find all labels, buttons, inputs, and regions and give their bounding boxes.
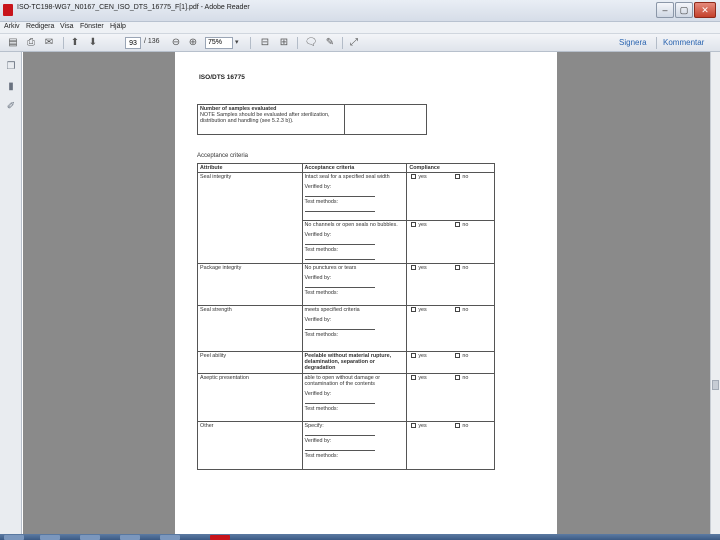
signature-line xyxy=(305,281,375,288)
row-criteria xyxy=(302,173,407,221)
navigation-pane xyxy=(0,52,22,534)
table-row xyxy=(198,173,495,221)
verified-label: Verified by: xyxy=(304,275,332,281)
compliance-no[interactable]: no xyxy=(455,265,468,271)
fit-page-icon[interactable]: ⊟ xyxy=(260,37,270,48)
signature-line xyxy=(305,397,375,404)
checkbox[interactable] xyxy=(411,353,416,358)
signature-line xyxy=(305,205,375,212)
row-attribute: Aseptic presentation xyxy=(198,374,303,422)
checkbox[interactable] xyxy=(455,375,460,380)
criteria-text: meets specified criteria xyxy=(304,307,360,313)
row-attribute: Other xyxy=(198,422,303,470)
page-number-input[interactable] xyxy=(125,37,141,49)
row-compliance xyxy=(407,422,495,470)
compliance-no[interactable]: no xyxy=(455,375,468,381)
compliance-yes[interactable]: yes xyxy=(411,423,426,429)
test-methods-label: Test methods: xyxy=(304,453,339,459)
document-area[interactable] xyxy=(23,52,710,534)
taskbar-item[interactable] xyxy=(160,535,180,540)
signature-line xyxy=(305,429,375,436)
verified-label: Verified by: xyxy=(304,438,332,444)
compliance-no[interactable]: no xyxy=(455,174,468,180)
criteria-text: Specify: xyxy=(304,423,324,429)
toolbar xyxy=(0,34,720,52)
column-header-compliance: Compliance xyxy=(407,164,495,173)
compliance-yes[interactable]: yes xyxy=(411,265,426,271)
row-criteria xyxy=(302,221,407,264)
signature-line xyxy=(305,444,375,451)
compliance-no[interactable]: no xyxy=(455,423,468,429)
highlight-icon[interactable]: ✎ xyxy=(325,37,335,48)
bookmarks-icon[interactable]: ▮ xyxy=(8,81,14,92)
checkbox[interactable] xyxy=(411,307,416,312)
verified-label: Verified by: xyxy=(304,391,332,397)
checkbox[interactable] xyxy=(455,307,460,312)
signature-line xyxy=(305,253,375,260)
compliance-no[interactable]: no xyxy=(455,353,468,359)
checkbox[interactable] xyxy=(411,174,416,179)
close-button[interactable]: ✕ xyxy=(694,2,716,18)
chevron-down-icon[interactable]: ▾ xyxy=(235,39,239,46)
samples-value-cell xyxy=(345,105,427,135)
toolbar-separator xyxy=(342,37,343,49)
attachments-icon[interactable]: ✐ xyxy=(6,101,16,112)
checkbox[interactable] xyxy=(455,353,460,358)
maximize-button[interactable]: ▢ xyxy=(675,2,693,18)
start-button[interactable] xyxy=(4,535,24,540)
row-criteria xyxy=(302,422,407,470)
compliance-no[interactable]: no xyxy=(455,222,468,228)
signature-line xyxy=(305,190,375,197)
compliance-yes[interactable]: yes xyxy=(411,375,426,381)
checkbox[interactable] xyxy=(455,222,460,227)
next-page-icon[interactable]: ⬇ xyxy=(88,37,98,48)
document-header: ISO/DTS 16775 xyxy=(199,74,245,81)
menu-item-help[interactable]: Hjälp xyxy=(110,23,126,30)
test-methods-label: Test methods: xyxy=(304,290,339,296)
table-row xyxy=(198,264,495,306)
checkbox[interactable] xyxy=(455,423,460,428)
toolbar-separator xyxy=(656,37,657,49)
row-criteria xyxy=(302,264,407,306)
criteria-text: Intact seal for a specified seal width xyxy=(304,174,390,180)
menu-item-edit[interactable]: Redigera xyxy=(26,23,55,30)
test-methods-label: Test methods: xyxy=(304,247,339,253)
vertical-scrollbar[interactable] xyxy=(710,52,720,534)
taskbar-item[interactable] xyxy=(120,535,140,540)
toolbar-separator xyxy=(297,37,298,49)
toolbar-separator xyxy=(63,37,64,49)
table-row xyxy=(198,422,495,470)
row-attribute: Package integrity xyxy=(198,264,303,306)
zoom-out-icon[interactable]: ⊖ xyxy=(171,37,181,48)
minimize-button[interactable]: – xyxy=(656,2,674,18)
open-icon[interactable]: ▤ xyxy=(8,37,18,48)
menu-bar xyxy=(0,22,720,34)
samples-cell xyxy=(198,105,345,135)
test-methods-label: Test methods: xyxy=(304,406,339,412)
comment-icon[interactable]: 🗨 xyxy=(304,37,318,48)
title-bar xyxy=(0,0,720,22)
row-compliance xyxy=(407,173,495,221)
column-header-attribute: Attribute xyxy=(198,164,303,173)
checkbox[interactable] xyxy=(411,423,416,428)
test-methods-label: Test methods: xyxy=(304,332,339,338)
checkbox[interactable] xyxy=(455,265,460,270)
email-icon[interactable]: ✉ xyxy=(44,37,54,48)
page-total: / 136 xyxy=(144,38,160,45)
compliance-yes[interactable]: yes xyxy=(411,222,426,228)
table-row xyxy=(198,306,495,352)
zoom-select[interactable]: 75% xyxy=(205,37,233,49)
prev-page-icon[interactable]: ⬆ xyxy=(70,37,80,48)
acceptance-criteria-table xyxy=(197,163,495,470)
compliance-no[interactable]: no xyxy=(455,307,468,313)
verified-label: Verified by: xyxy=(304,317,332,323)
checkbox[interactable] xyxy=(411,222,416,227)
print-icon[interactable]: ⎙ xyxy=(27,37,35,48)
criteria-text: No punctures or tears xyxy=(304,265,357,271)
table-header-row xyxy=(198,164,495,173)
row-compliance xyxy=(407,352,495,374)
taskbar-item[interactable] xyxy=(80,535,100,540)
row-criteria xyxy=(302,306,407,352)
sign-button[interactable]: Signera xyxy=(619,38,647,47)
adobe-reader-icon xyxy=(3,4,13,16)
samples-note: NOTE Samples should be evaluated after sterilization, distribution and handling (see 5.2.3 b)). xyxy=(200,112,330,124)
criteria-text: No channels or open seals no bubbles. xyxy=(304,222,398,228)
row-attribute: Peel ability xyxy=(198,352,303,374)
checkbox[interactable] xyxy=(455,174,460,179)
section-title: Acceptance criteria xyxy=(197,153,249,159)
verified-label: Verified by: xyxy=(304,232,332,238)
taskbar xyxy=(0,534,720,540)
taskbar-item[interactable] xyxy=(40,535,60,540)
row-criteria xyxy=(302,374,407,422)
window-title: ISO-TC198-WG7_N0167_CEN_ISO_DTS_16775_F[1].pdf - Adobe Reader xyxy=(17,4,250,11)
scroll-thumb[interactable] xyxy=(712,380,719,390)
pages-icon[interactable]: ❐ xyxy=(6,61,16,72)
compliance-yes[interactable]: yes xyxy=(411,174,426,180)
compliance-yes[interactable]: yes xyxy=(411,353,426,359)
menu-item-view[interactable]: Visa xyxy=(60,23,74,30)
zoom-in-icon[interactable]: ⊕ xyxy=(188,37,198,48)
samples-label: Number of samples evaluated xyxy=(200,106,277,112)
expand-icon[interactable]: ⤢ xyxy=(350,37,358,48)
row-attribute: Seal strength xyxy=(198,306,303,352)
menu-item-file[interactable]: Arkiv xyxy=(4,23,20,30)
criteria-text: able to open without damage or contamination of the contents xyxy=(304,375,381,387)
fit-width-icon[interactable]: ⊞ xyxy=(279,37,289,48)
taskbar-item-adobe-reader[interactable] xyxy=(210,535,230,540)
signature-line xyxy=(305,323,375,330)
checkbox[interactable] xyxy=(411,265,416,270)
table-row xyxy=(198,374,495,422)
row-compliance xyxy=(407,264,495,306)
comment-button[interactable]: Kommentar xyxy=(663,38,705,47)
pdf-page xyxy=(175,52,557,534)
toolbar-separator xyxy=(250,37,251,49)
row-compliance xyxy=(407,374,495,422)
samples-table xyxy=(197,104,427,135)
row-compliance xyxy=(407,221,495,264)
verified-label: Verified by: xyxy=(304,184,332,190)
signature-line xyxy=(305,238,375,245)
test-methods-label: Test methods: xyxy=(304,199,339,205)
row-attribute: Seal integrity xyxy=(198,173,303,264)
menu-item-window[interactable]: Fönster xyxy=(80,23,104,30)
table-row xyxy=(198,352,495,374)
compliance-yes[interactable]: yes xyxy=(411,307,426,313)
checkbox[interactable] xyxy=(411,375,416,380)
row-criteria: Peelable without material rupture, delamination, separation or degradation xyxy=(302,352,407,374)
row-compliance xyxy=(407,306,495,352)
column-header-criteria: Acceptance criteria xyxy=(302,164,407,173)
